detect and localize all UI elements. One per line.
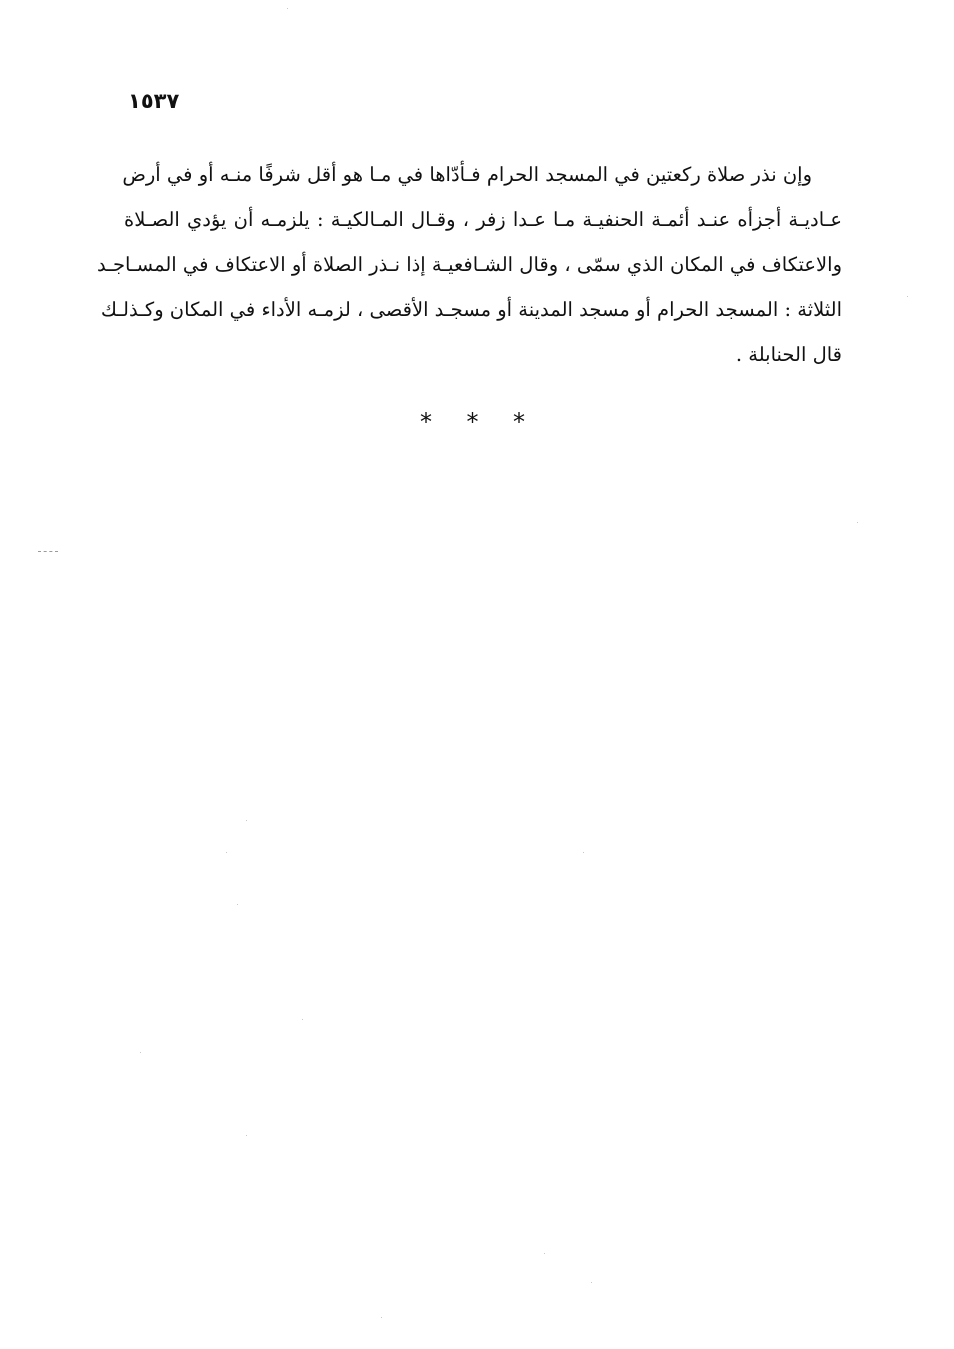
page-number: ١٥٣٧ <box>128 89 180 113</box>
scan-speck <box>237 904 238 905</box>
text-line: قال الحنابلة . <box>735 343 842 366</box>
scan-speck <box>287 8 288 9</box>
scan-speck <box>591 1282 592 1283</box>
scan-speck <box>907 296 908 297</box>
separator-asterisk: * <box>420 408 432 436</box>
separator-asterisk: * <box>466 408 479 436</box>
scan-speck <box>302 1019 303 1020</box>
scan-speck <box>381 1317 382 1318</box>
scan-speck <box>140 1052 141 1053</box>
body-paragraph <box>97 152 842 377</box>
scan-edge-mark <box>38 551 58 553</box>
scan-speck <box>583 852 584 853</box>
scan-speck <box>246 1135 247 1136</box>
scan-speck <box>544 1253 545 1254</box>
scan-speck <box>857 522 858 523</box>
separator-asterisk: * <box>513 408 525 436</box>
scan-speck <box>226 852 227 853</box>
section-separator <box>420 408 525 436</box>
text-line: والاعتكاف في المكان الذي سمّى ، وقال الشـافعيـة إذا نـذر الصلاة أو الاعتكاف في المسـاجـد <box>97 253 842 276</box>
scan-speck <box>246 820 247 821</box>
text-line: عـاديـة أجزأه عنـد أئمـة الحنفيـة مـا عـدا زفر ، وقـال المـالكيـة : يلزمـه أن يؤدي الصـلاة <box>124 208 842 231</box>
text-line: الثلاثة : المسجد الحرام أو مسجد المدينة أو مسجـد الأقصى ، لزمـه الأداء في المكان وكـذلـك <box>100 298 842 321</box>
text-line: وإن نذر صلاة ركعتين في المسجد الحرام فـأدّاها في مـا هو أقل شرفًا منـه أو في أرض <box>122 163 812 186</box>
